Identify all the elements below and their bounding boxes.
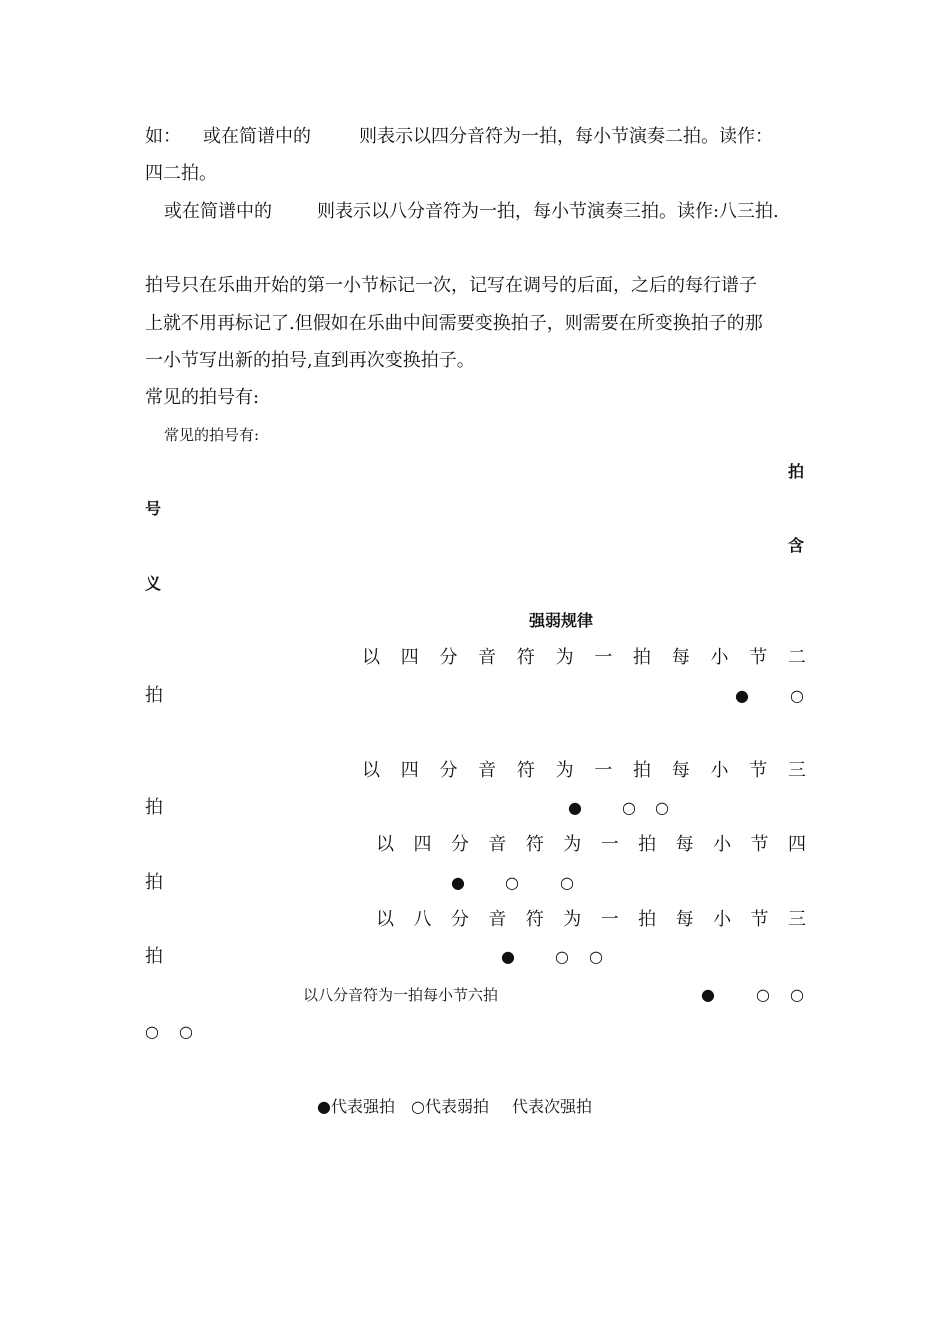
meaning-char: 以 bbox=[376, 909, 394, 930]
meaning-char: 分 bbox=[439, 760, 458, 781]
meaning-char: 每 bbox=[671, 647, 690, 668]
table-row-4-meaning bbox=[376, 910, 806, 930]
meaning-char: 为 bbox=[563, 834, 582, 855]
meaning-char: 节 bbox=[750, 834, 769, 855]
table-header-beat-2: 号 bbox=[145, 499, 162, 518]
meaning-char: 为 bbox=[555, 760, 574, 781]
meaning-char: 为 bbox=[555, 647, 574, 668]
table-header-pattern: 强弱规律 bbox=[529, 611, 594, 630]
meaning-char: 小 bbox=[710, 647, 729, 668]
table-row-4-tail: 拍 bbox=[145, 946, 163, 967]
table-row-1-meaning bbox=[362, 648, 806, 668]
para2-line1: 拍号只在乐曲开始的第一小节标记一次，记写在调号的后面，之后的每行谱子 bbox=[145, 275, 757, 296]
table-row-3-tail: 拍 bbox=[145, 872, 163, 893]
meaning-char: 符 bbox=[525, 909, 544, 930]
meaning-char: 节 bbox=[749, 760, 768, 781]
weak-beat-dot: ○ bbox=[655, 798, 669, 817]
strong-beat-dot: ● bbox=[735, 686, 749, 705]
legend-strong: ●代表强拍 bbox=[317, 1097, 395, 1116]
strong-beat-dot: ● bbox=[451, 873, 465, 892]
meaning-char: 拍 bbox=[633, 647, 652, 668]
weak-beat-dot: ○ bbox=[756, 985, 770, 1004]
table-header-meaning-1: 含 bbox=[788, 536, 805, 555]
meaning-char: 音 bbox=[488, 909, 507, 930]
common-heading: 常见的拍号有: bbox=[145, 387, 260, 408]
table-row-1-tail: 拍 bbox=[145, 685, 163, 706]
meaning-char: 每 bbox=[675, 909, 694, 930]
meaning-char: 分 bbox=[450, 834, 469, 855]
weak-beat-dot: ○ bbox=[505, 873, 519, 892]
para2-line2: 上就不用再标记了.但假如在乐曲中间需要变换拍子，则需要在所变换拍子的那 bbox=[145, 313, 763, 334]
meaning-char: 二 bbox=[787, 647, 806, 668]
table-row-2-tail: 拍 bbox=[145, 797, 163, 818]
meaning-char: 音 bbox=[478, 647, 497, 668]
meaning-char: 三 bbox=[787, 760, 806, 781]
common-heading-small: 常见的拍号有: bbox=[164, 426, 260, 444]
meaning-char: 小 bbox=[710, 760, 729, 781]
para1-line1-part3: 则表示以四分音符为一拍，每小节演奏二拍。读作： bbox=[359, 126, 773, 147]
para1-line2: 四二拍。 bbox=[145, 163, 217, 184]
meaning-char: 分 bbox=[450, 909, 469, 930]
meaning-char: 分 bbox=[439, 647, 458, 668]
strong-beat-dot: ● bbox=[501, 947, 515, 966]
meaning-char: 一 bbox=[600, 834, 619, 855]
meaning-char: 以 bbox=[362, 647, 380, 668]
table-header-meaning-2: 义 bbox=[145, 574, 162, 593]
meaning-char: 节 bbox=[750, 909, 769, 930]
para1-line3-part1: 或在简谱中的 bbox=[164, 201, 272, 222]
meaning-char: 每 bbox=[675, 834, 694, 855]
weak-beat-dot: ○ bbox=[589, 947, 603, 966]
meaning-char: 四 bbox=[400, 760, 419, 781]
meaning-char: 符 bbox=[516, 760, 535, 781]
meaning-char: 拍 bbox=[638, 909, 657, 930]
legend-weak: ○代表弱拍 bbox=[411, 1097, 489, 1116]
meaning-char: 以 bbox=[362, 760, 380, 781]
legend-secondary: 代表次强拍 bbox=[512, 1097, 593, 1116]
weak-beat-dot: ○ bbox=[555, 947, 569, 966]
meaning-char: 音 bbox=[478, 760, 497, 781]
meaning-char: 符 bbox=[516, 647, 535, 668]
meaning-char: 三 bbox=[787, 909, 806, 930]
meaning-char: 一 bbox=[594, 647, 613, 668]
meaning-char: 四 bbox=[413, 834, 432, 855]
meaning-char: 一 bbox=[594, 760, 613, 781]
weak-beat-dot: ○ bbox=[560, 873, 574, 892]
para1-line3-part2: 则表示以八分音符为一拍，每小节演奏三拍。读作:八三拍. bbox=[317, 201, 779, 222]
para2-line3: 一小节写出新的拍号,直到再次变换拍子。 bbox=[145, 350, 475, 371]
meaning-char: 小 bbox=[713, 909, 732, 930]
meaning-char: 小 bbox=[713, 834, 732, 855]
weak-beat-dot: ○ bbox=[622, 798, 636, 817]
strong-beat-dot: ● bbox=[568, 798, 582, 817]
para1-line1-part2: 或在简谱中的 bbox=[203, 126, 311, 147]
meaning-char: 拍 bbox=[633, 760, 652, 781]
meaning-char: 符 bbox=[525, 834, 544, 855]
table-row-5-meaning: 以八分音符为一拍每小节六拍 bbox=[303, 986, 499, 1004]
meaning-char: 八 bbox=[413, 909, 432, 930]
meaning-char: 以 bbox=[376, 834, 394, 855]
meaning-char: 四 bbox=[400, 647, 419, 668]
weak-beat-dot: ○ bbox=[790, 985, 804, 1004]
para1-line1-part1: 如： bbox=[145, 126, 181, 147]
table-row-2-meaning bbox=[362, 761, 806, 781]
meaning-char: 一 bbox=[600, 909, 619, 930]
table-row-3-meaning bbox=[376, 835, 806, 855]
meaning-char: 每 bbox=[671, 760, 690, 781]
meaning-char: 节 bbox=[749, 647, 768, 668]
meaning-char: 为 bbox=[563, 909, 582, 930]
meaning-char: 拍 bbox=[638, 834, 657, 855]
weak-beat-dot: ○ bbox=[145, 1022, 159, 1041]
weak-beat-dot: ○ bbox=[790, 686, 804, 705]
table-header-beat-1: 拍 bbox=[788, 462, 805, 481]
meaning-char: 音 bbox=[488, 834, 507, 855]
weak-beat-dot: ○ bbox=[179, 1022, 193, 1041]
meaning-char: 四 bbox=[787, 834, 806, 855]
strong-beat-dot: ● bbox=[701, 985, 715, 1004]
